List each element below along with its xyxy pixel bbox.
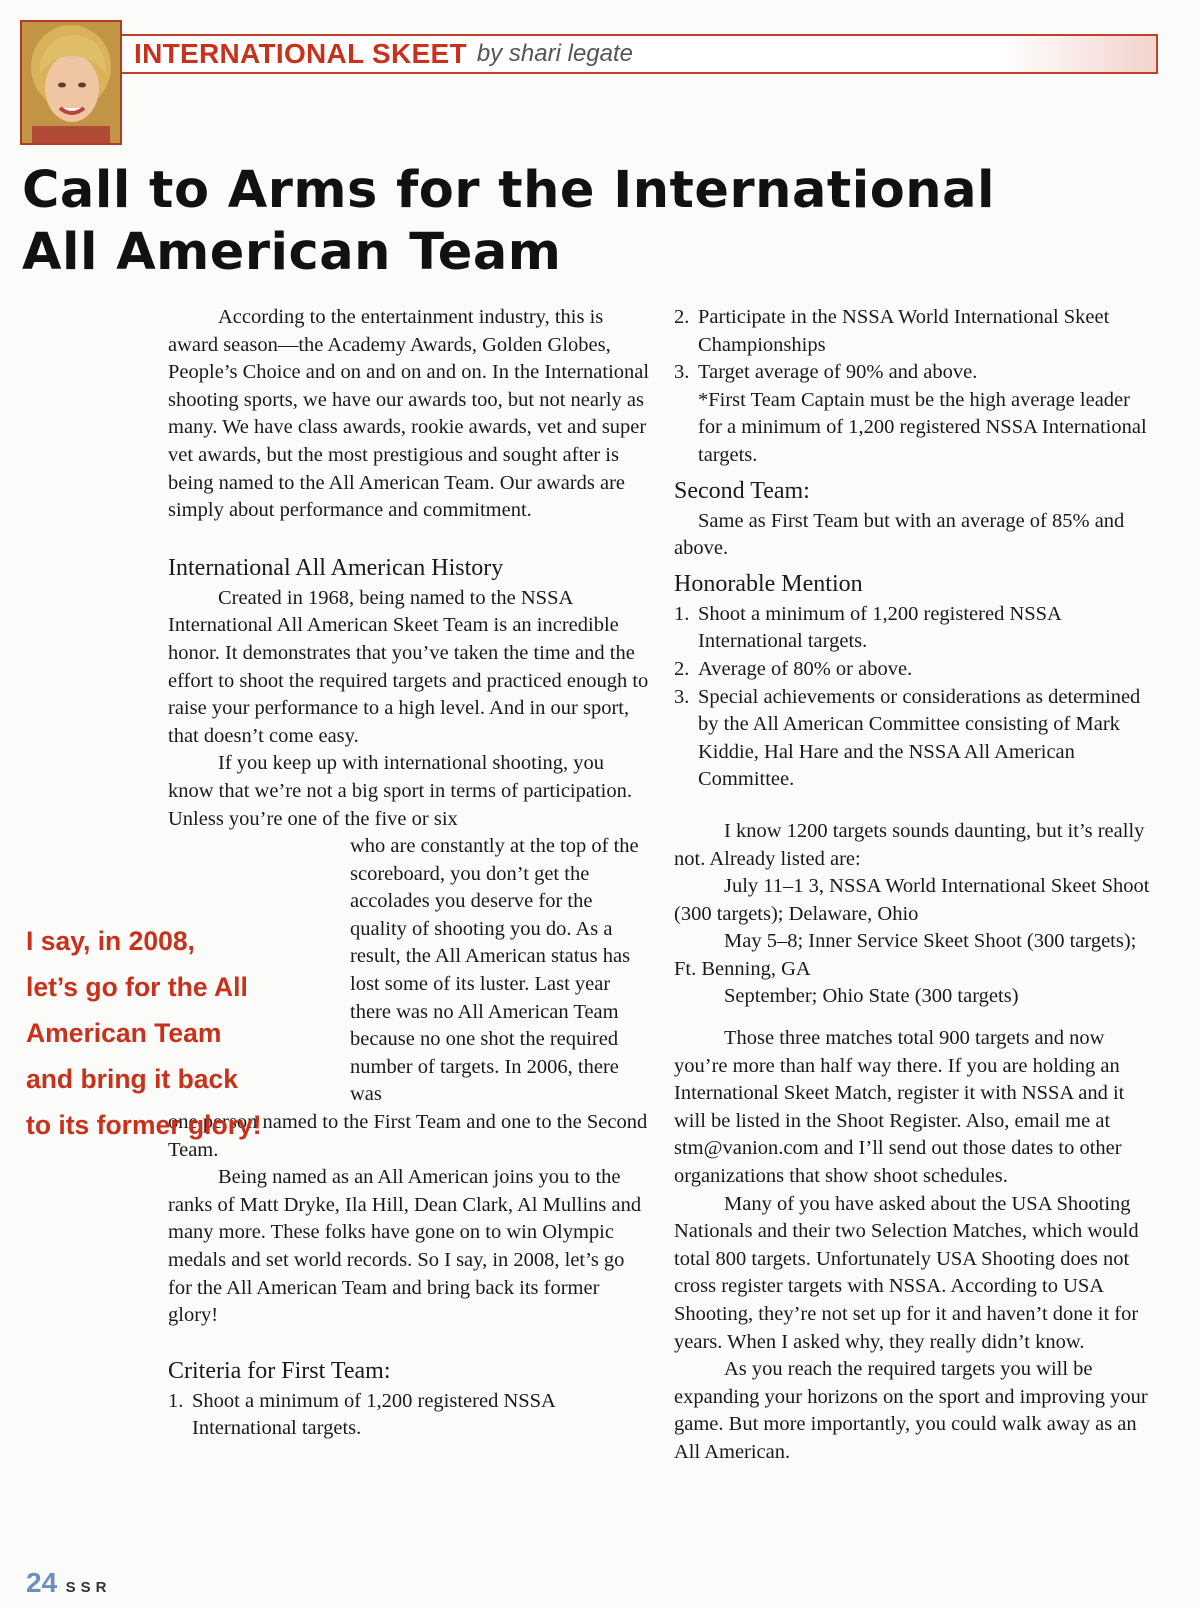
byline: by shari legate — [476, 40, 633, 67]
pull-quote-line-1: I say, in 2008, — [26, 926, 195, 956]
closing-paragraph: As you reach the required targets you will be expanding your horizons on the sport and improving your game. But more importantly, you could walk away as an All American. — [674, 1358, 1148, 1463]
article-headline — [22, 160, 1162, 284]
pull-quote-line-2: let’s go for the All — [26, 972, 248, 1002]
history-heading: International All American History — [168, 554, 504, 581]
honorable-item-1-number: 1. — [674, 602, 690, 625]
intro-paragraph: According to the entertainment industry, this is award season—the Academy Awards, Golden Globes, People’s Choice and on and on and on. In the International shooting sports, we have our awards too, but not nearly as many. We have class awards, rookie awards, vet and super vet awards, but the most prestigious and sought after is being named to the All American Team. Our awards are simply about performance and commitment. — [168, 306, 650, 522]
criteria-item-3 — [674, 359, 1158, 387]
page-number: 24 — [26, 1567, 58, 1598]
criteria-item-1-number: 1. — [168, 1389, 184, 1412]
honorable-mention-heading: Honorable Mention — [674, 570, 863, 597]
pull-quote-line-4: and bring it back — [26, 1064, 239, 1094]
headline-line-2: All American Team — [22, 223, 562, 282]
criteria-heading: Criteria for First Team: — [168, 1357, 391, 1384]
honorable-item-1-text: Shoot a minimum of 1,200 registered NSSA International targets. — [698, 602, 1061, 653]
honorable-item-2 — [674, 656, 1158, 684]
criteria-item-2 — [674, 304, 1158, 359]
matches-paragraph: Those three matches total 900 targets and now you’re more than half way there. If you are holding an International Skeet Match, register it with NSSA and it will be listed in the Shoot Register. Also, email me at stm@vanion.com and I’ll send out those dates to other organizations that show shoot schedules. — [674, 1027, 1125, 1188]
honorable-item-1 — [674, 601, 1158, 656]
magazine-name: SSR — [65, 1579, 112, 1596]
event-1: July 11–1 3, NSSA World International Skeet Shoot (300 targets); Delaware, Ohio — [674, 875, 1150, 925]
criteria-item-3-text: Target average of 90% and above. — [698, 361, 978, 384]
event-2: May 5–8; Inner Service Skeet Shoot (300 targets); Ft. Benning, GA — [674, 930, 1137, 980]
history-paragraph-2c: one person named to the First Team and one to the Second Team. — [168, 1111, 648, 1161]
pull-quote-line-5: to its former glory! — [26, 1110, 262, 1140]
honorable-item-3-text: Special achievements or considerations as determined by the All American Committee consisting of Mark Kiddie, Hal Hare and the NSSA All American Committee. — [698, 685, 1141, 791]
history-paragraph-2b: who are constantly at the top of the scoreboard, you don’t get the accolades you deserve for the quality of shooting you do. As a result, the All American status has lost some of its luster. Last year there was no All American Team because no one shot the required number of targets. In 2006, there was — [350, 835, 639, 1106]
history-paragraph-2a: If you keep up with international shooting, you know that we’re not a big sport in terms of participation. Unless you’re one of the five or six — [168, 752, 632, 830]
honorable-item-2-text: Average of 80% or above. — [698, 657, 913, 680]
page-footer — [26, 1567, 111, 1599]
captain-note: *First Team Captain must be the high average leader for a minimum of 1,200 registered NSSA International targets. — [698, 388, 1147, 466]
history-paragraph-1: Created in 1968, being named to the NSSA International All American Skeet Team is an incredible honor. It demonstrates that you’ve taken the time and the effort to shoot the required targets and practiced enough to raise your performance to a high level. And in our sport, that doesn’t come easy. — [168, 586, 649, 747]
honorable-item-2-number: 2. — [674, 657, 690, 680]
targets-intro: I know 1200 targets sounds daunting, but it’s really not. Already listed are: — [674, 819, 1145, 870]
second-team-text: Same as First Team but with an average of 85% and above. — [674, 509, 1125, 560]
column-title: INTERNATIONAL SKEET — [134, 38, 467, 69]
author-portrait-image — [22, 22, 120, 143]
author-photo — [20, 20, 122, 145]
usa-shooting-paragraph: Many of you have asked about the USA Shooting Nationals and their two Selection Matches, which would total 800 targets. Unfortunately USA Shooting does not cross register targets with NSSA. According to USA Shooting, they’re not set up for it and haven’t done it for years. When I asked why, they really didn’t know. — [674, 1192, 1139, 1353]
headline-line-1: Call to Arms for the International — [22, 161, 996, 220]
honorable-item-3-number: 3. — [674, 685, 690, 708]
event-3: September; Ohio State (300 targets) — [724, 985, 1019, 1008]
criteria-item-2-number: 2. — [674, 306, 690, 328]
left-column — [168, 304, 650, 1443]
criteria-item-3-number: 3. — [674, 361, 690, 384]
criteria-item-1 — [168, 1388, 650, 1443]
second-team-heading: Second Team: — [674, 477, 810, 504]
history-paragraph-3: Being named as an All American joins you to the ranks of Matt Dryke, Ila Hill, Dean Clark, Al Mullins and many more. These folks have gone on to win Olympic medals and set world records. So I say, in 2008, let’s go for the All American Team and bring back its former glory! — [168, 1166, 642, 1327]
right-column — [674, 304, 1158, 1467]
criteria-item-2-text: Participate in the NSSA World International Skeet Championships — [698, 306, 1110, 356]
pull-quote-line-3: American Team — [26, 1018, 222, 1048]
column-banner — [122, 34, 1158, 74]
honorable-item-3 — [674, 684, 1158, 794]
pull-quote — [26, 918, 336, 1148]
criteria-item-1-text: Shoot a minimum of 1,200 registered NSSA International targets. — [192, 1389, 555, 1440]
